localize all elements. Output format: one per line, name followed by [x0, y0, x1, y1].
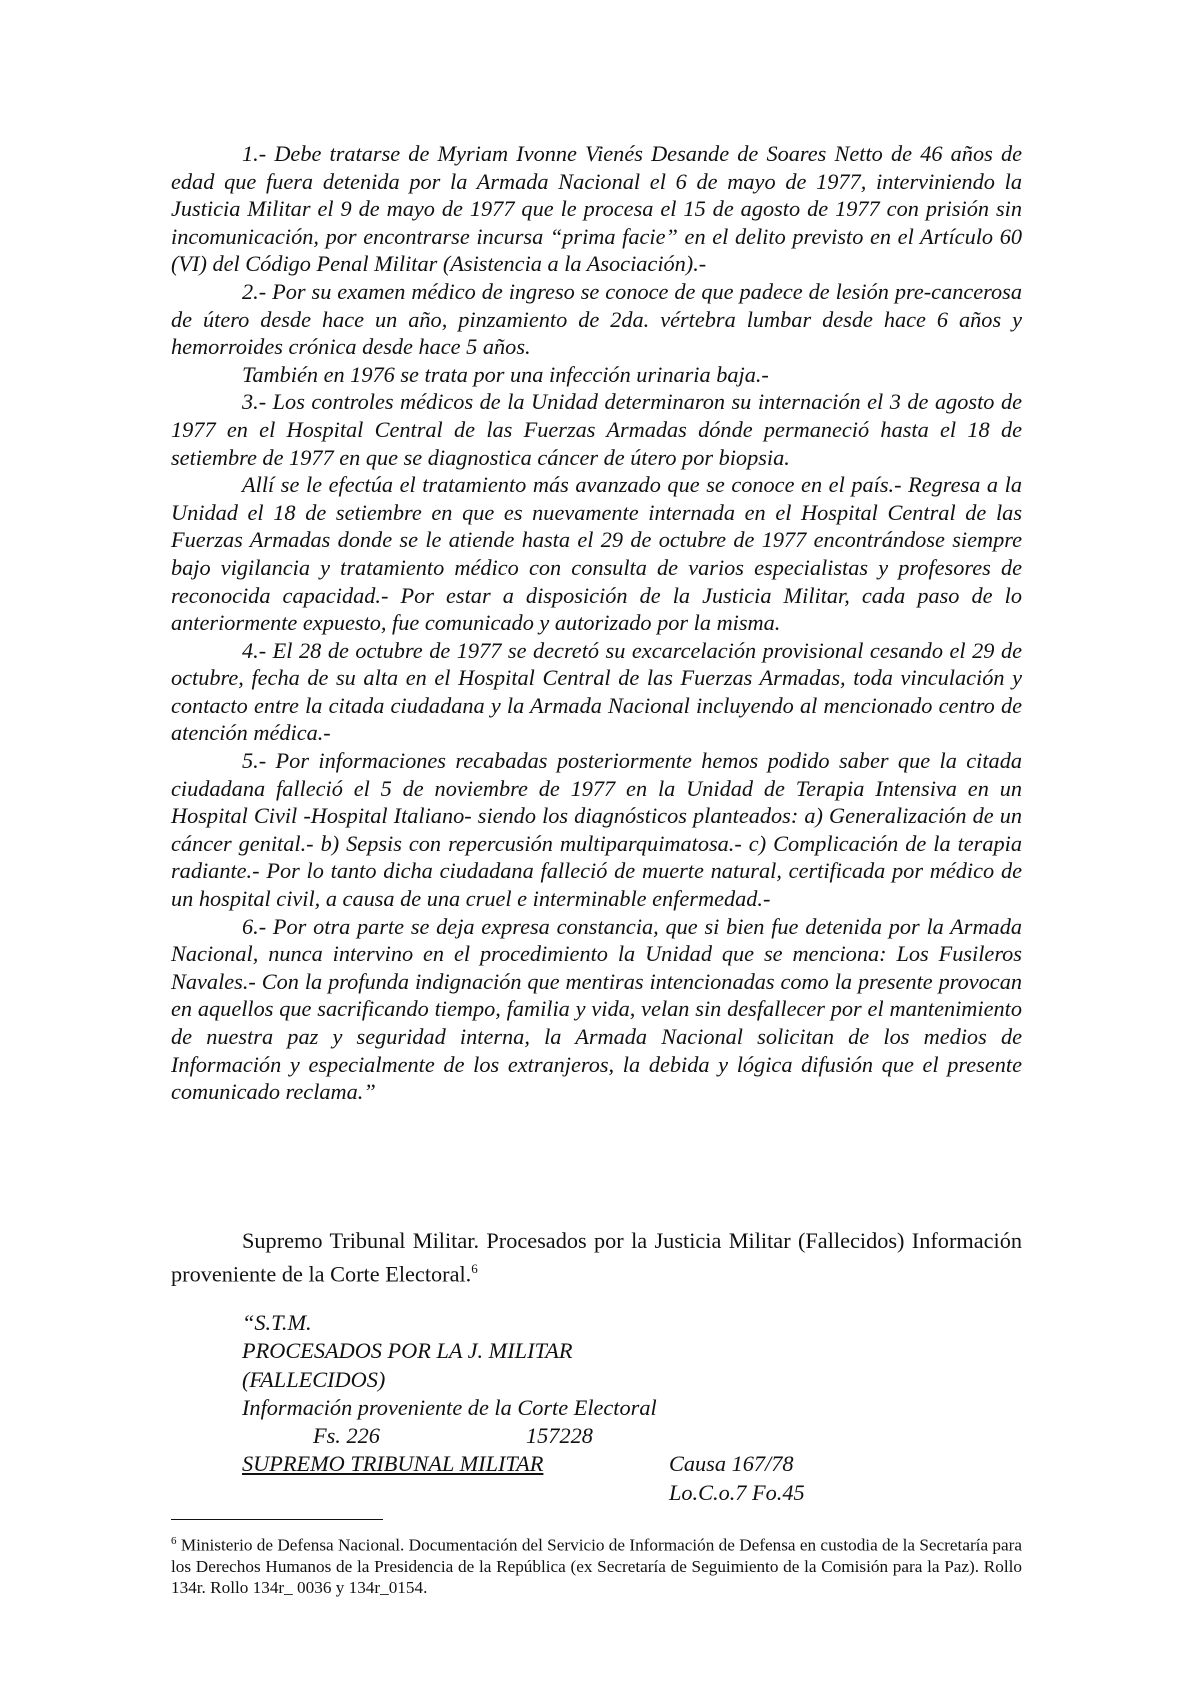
paragraph-2b: También en 1976 se trata por una infección urinaria baja.- — [242, 361, 769, 387]
footnote-number: 6 — [171, 1535, 177, 1547]
quote-line-stm: “S.T.M. — [242, 1310, 312, 1335]
paragraph-3: 3.- Los controles médicos de la Unidad determinaron su internación el 3 de agosto de 1977 en el Hospital Central de las Fuerzas Armadas dónde permaneció hasta el 18 de setiembre de 1977 en que se diagnostica cáncer de útero por biopsia. — [171, 389, 1022, 470]
record-number: 157228 — [526, 1423, 593, 1449]
loco-line — [242, 1479, 805, 1507]
source-paragraph — [171, 1227, 1022, 1288]
footnote — [171, 1531, 1022, 1598]
folio-line — [242, 1422, 657, 1450]
quoted-record — [242, 1309, 805, 1507]
tribunal-line — [242, 1450, 794, 1478]
paragraph-1: 1.- Debe tratarse de Myriam Ivonne Vienés Desande de Soares Netto de 46 años de edad que fuera detenida por la Armada Nacional el 6 de mayo de 1977, interviniendo la Justicia Militar el 9 de mayo de 1977 que le procesa el 15 de agosto de 1977 con prisión sin incomunicación, por encontrarse incursa “prima facie” en el delito previsto en el Artículo 60 (VI) del Código Penal Militar (Asistencia a la Asociación).- — [171, 141, 1022, 277]
paragraph-2: 2.- Por su examen médico de ingreso se conoce de que padece de lesión pre-cancerosa de útero desde hace un año, pinzamiento de 2da. vértebra lumbar desde hace 6 años y hemorroides crónica desde hace 5 años. — [171, 278, 1022, 360]
paragraph-3b: Allí se le efectúa el tratamiento más avanzado que se conoce en el país.- Regresa a la Unidad el 18 de setiembre en que es nuevamente internada en el Hospital Central de las Fuerzas Armadas donde se le atiende hasta el 29 de octubre de 1977 encontrándose siempre bajo vigilancia y tratamiento médico con consulta de varios especialistas y profesores de reconocida capacidad.- Por estar a disposición de la Justicia Militar, cada paso de lo anteriormente expuesto, fue comunicado y autorizado por la misma. — [171, 472, 1022, 636]
statement-body — [171, 140, 1022, 1106]
quote-line-procesados: PROCESADOS POR LA J. MILITAR — [242, 1338, 573, 1364]
footnote-divider — [171, 1519, 383, 1520]
quote-line-informacion: Información proveniente de la Corte Electoral — [242, 1394, 657, 1420]
folio-number: Fs. 226 — [313, 1423, 380, 1449]
loco-reference: Lo.C.o.7 Fo.45 — [669, 1479, 805, 1505]
tribunal-name: SUPREMO TRIBUNAL MILITAR — [242, 1451, 544, 1477]
footnote-reference[interactable]: 6 — [471, 1261, 478, 1276]
paragraph-6: 6.- Por otra parte se deja expresa constancia, que si bien fue detenida por la Armada Nacional, nunca intervino en el procedimiento la Unidad que se menciona: Los Fusileros Navales.- Con la profunda indignación que mentiras intencionadas como la presente provocan en aquellos que sacrificando tiempo, familia y vida, velan sin desfallecer por el mantenimiento de nuestra paz y seguridad interna, la Armada Nacional solicitan de los medios de Información y especialmente de los extranjeros, la debida y lógica difusión que el presente comunicado reclama.” — [171, 913, 1022, 1105]
paragraph-5: 5.- Por informaciones recabadas posteriormente hemos podido saber que la citada ciudadana falleció el 5 de noviembre de 1977 en la Unidad de Terapia Intensiva en un Hospital Civil -Hospital Italiano- siendo los diagnósticos planteados: a) Generalización de un cáncer genital.- b) Sepsis con repercusión multiparquimatosa.- c) Complicación de la terapia radiante.- Por lo tanto dicha ciudadana falleció de muerte natural, certificada por médico de un hospital civil, a causa de una cruel e interminable enfermedad.- — [171, 748, 1022, 912]
source-paragraph-text: Supremo Tribunal Militar. Procesados por la Justicia Militar (Fallecidos) Información proveniente de la Corte Electoral. — [171, 1228, 1022, 1287]
footnote-text: Ministerio de Defensa Nacional. Documentación del Servicio de Información de Defensa en custodia de la Secretaría para los Derechos Humanos de la Presidencia de la República (ex Secretaría de Seguimiento de la Comisión para la Paz). Rollo 134r. Rollo 134r_ 0036 y 134r_0154. — [171, 1535, 1022, 1598]
causa-number: Causa 167/78 — [669, 1451, 794, 1477]
paragraph-4: 4.- El 28 de octubre de 1977 se decretó su excarcelación provisional cesando el 29 de octubre, fecha de su alta en el Hospital Central de las Fuerzas Armadas, toda vinculación y contacto entre la citada ciudadana y la Armada Nacional incluyendo al mencionado centro de atención médica.- — [171, 637, 1022, 746]
quote-line-fallecidos: (FALLECIDOS) — [242, 1366, 386, 1392]
